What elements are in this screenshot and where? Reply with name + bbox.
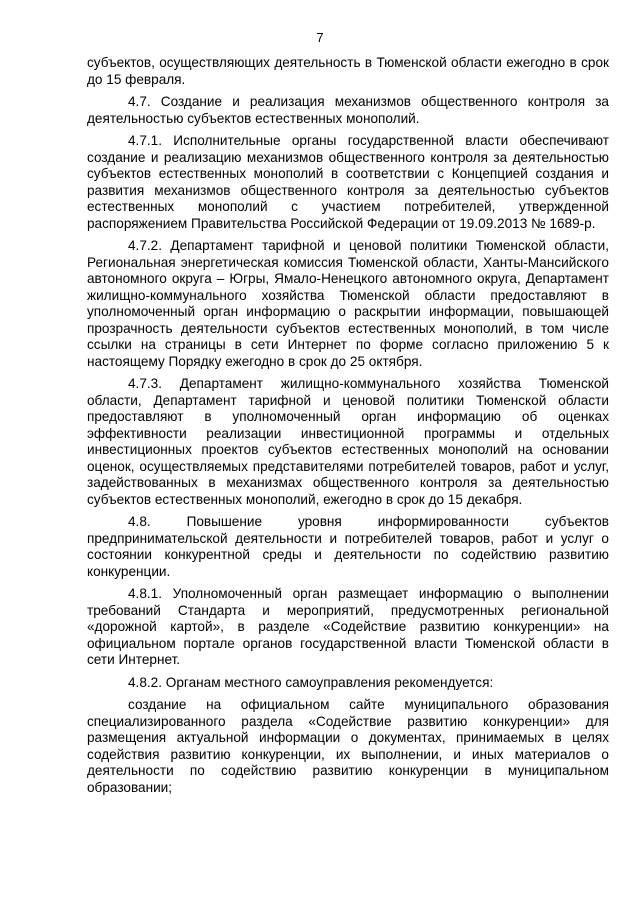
paragraph-4-7-3: 4.7.3. Департамент жилищно-коммунального хозяйства Тюменской области, Департамент тарифной и ценовой политики Тюменской области предоставляют в уполномоченный орган информацию об оценках эффективности реализации инвестиционной программы и отдельных инвестиционных проектов субъектов естественных монополий на основании оценок, осуществляемых представителями потребителей товаров, работ и услуг, задействованных в механизмах общественного контроля за деятельностью субъектов естественных монополий, ежегодно в срок до 15 декабря. xyxy=(87,376,609,507)
paragraph-4-7: 4.7. Создание и реализация механизмов общественного контроля за деятельностью субъектов естественных монополий. xyxy=(87,94,609,126)
paragraph-4-8-1: 4.8.1. Уполномоченный орган размещает информацию о выполнении требований Стандарта и мероприятий, предусмотренных региональной «дорожной картой», в разделе «Содействие развитию конкуренции» на официальном портале органов государственной власти Тюменской области в сети Интернет. xyxy=(87,586,609,667)
paragraph-4-8-2: 4.8.2. Органам местного самоуправления рекомендуется: xyxy=(128,674,494,690)
paragraph-list-item: создание на официальном сайте муниципального образования специализированного раздела «Содействие развитию конкуренции» для размещения актуальной информации о документах, принимаемых в целях содействия развитию конкуренции, их выполнении, и иных материалов о деятельности по содействию развитию конкуренции в муниципальном образовании; xyxy=(87,697,609,795)
paragraph-4-7-2: 4.7.2. Департамент тарифной и ценовой политики Тюменской области, Региональная энергетическая комиссия Тюменской области, Ханты-Мансийского автономного округа – Югры, Ямало-Ненецкого автономного округа, Департамент жилищно-коммунального хозяйства Тюменской области предоставляют в уполномоченный орган информацию о раскрытии информации, повышающей прозрачность деятельности субъектов естественных монополий, в том числе ссылки на страницы в сети Интернет по форме согласно приложению 5 к настоящему Порядку ежегодно в срок до 25 октября. xyxy=(87,238,609,369)
paragraph-4-7-1: 4.7.1. Исполнительные органы государственной власти обеспечивают создание и реализацию механизмов общественного контроля за деятельностью субъектов естественных монополий в соответствии с Концепцией создания и развития механизмов общественного контроля за деятельностью субъектов естественных монополий с участием потребителей, утвержденной распоряжением Правительства Российской Федерации от 19.09.2013 № 1689-р. xyxy=(87,133,609,231)
paragraph-continuation: субъектов, осуществляющих деятельность в Тюменской области ежегодно в срок до 15 февраля. xyxy=(87,55,609,87)
page-number: 7 xyxy=(316,30,324,45)
document-body xyxy=(87,55,609,802)
paragraph-4-8: 4.8. Повышение уровня информированности субъектов предпринимательской деятельности и потребителей товаров, работ и услуг о состоянии конкурентной среды и деятельности по содействию развитию конкуренции. xyxy=(87,514,609,579)
